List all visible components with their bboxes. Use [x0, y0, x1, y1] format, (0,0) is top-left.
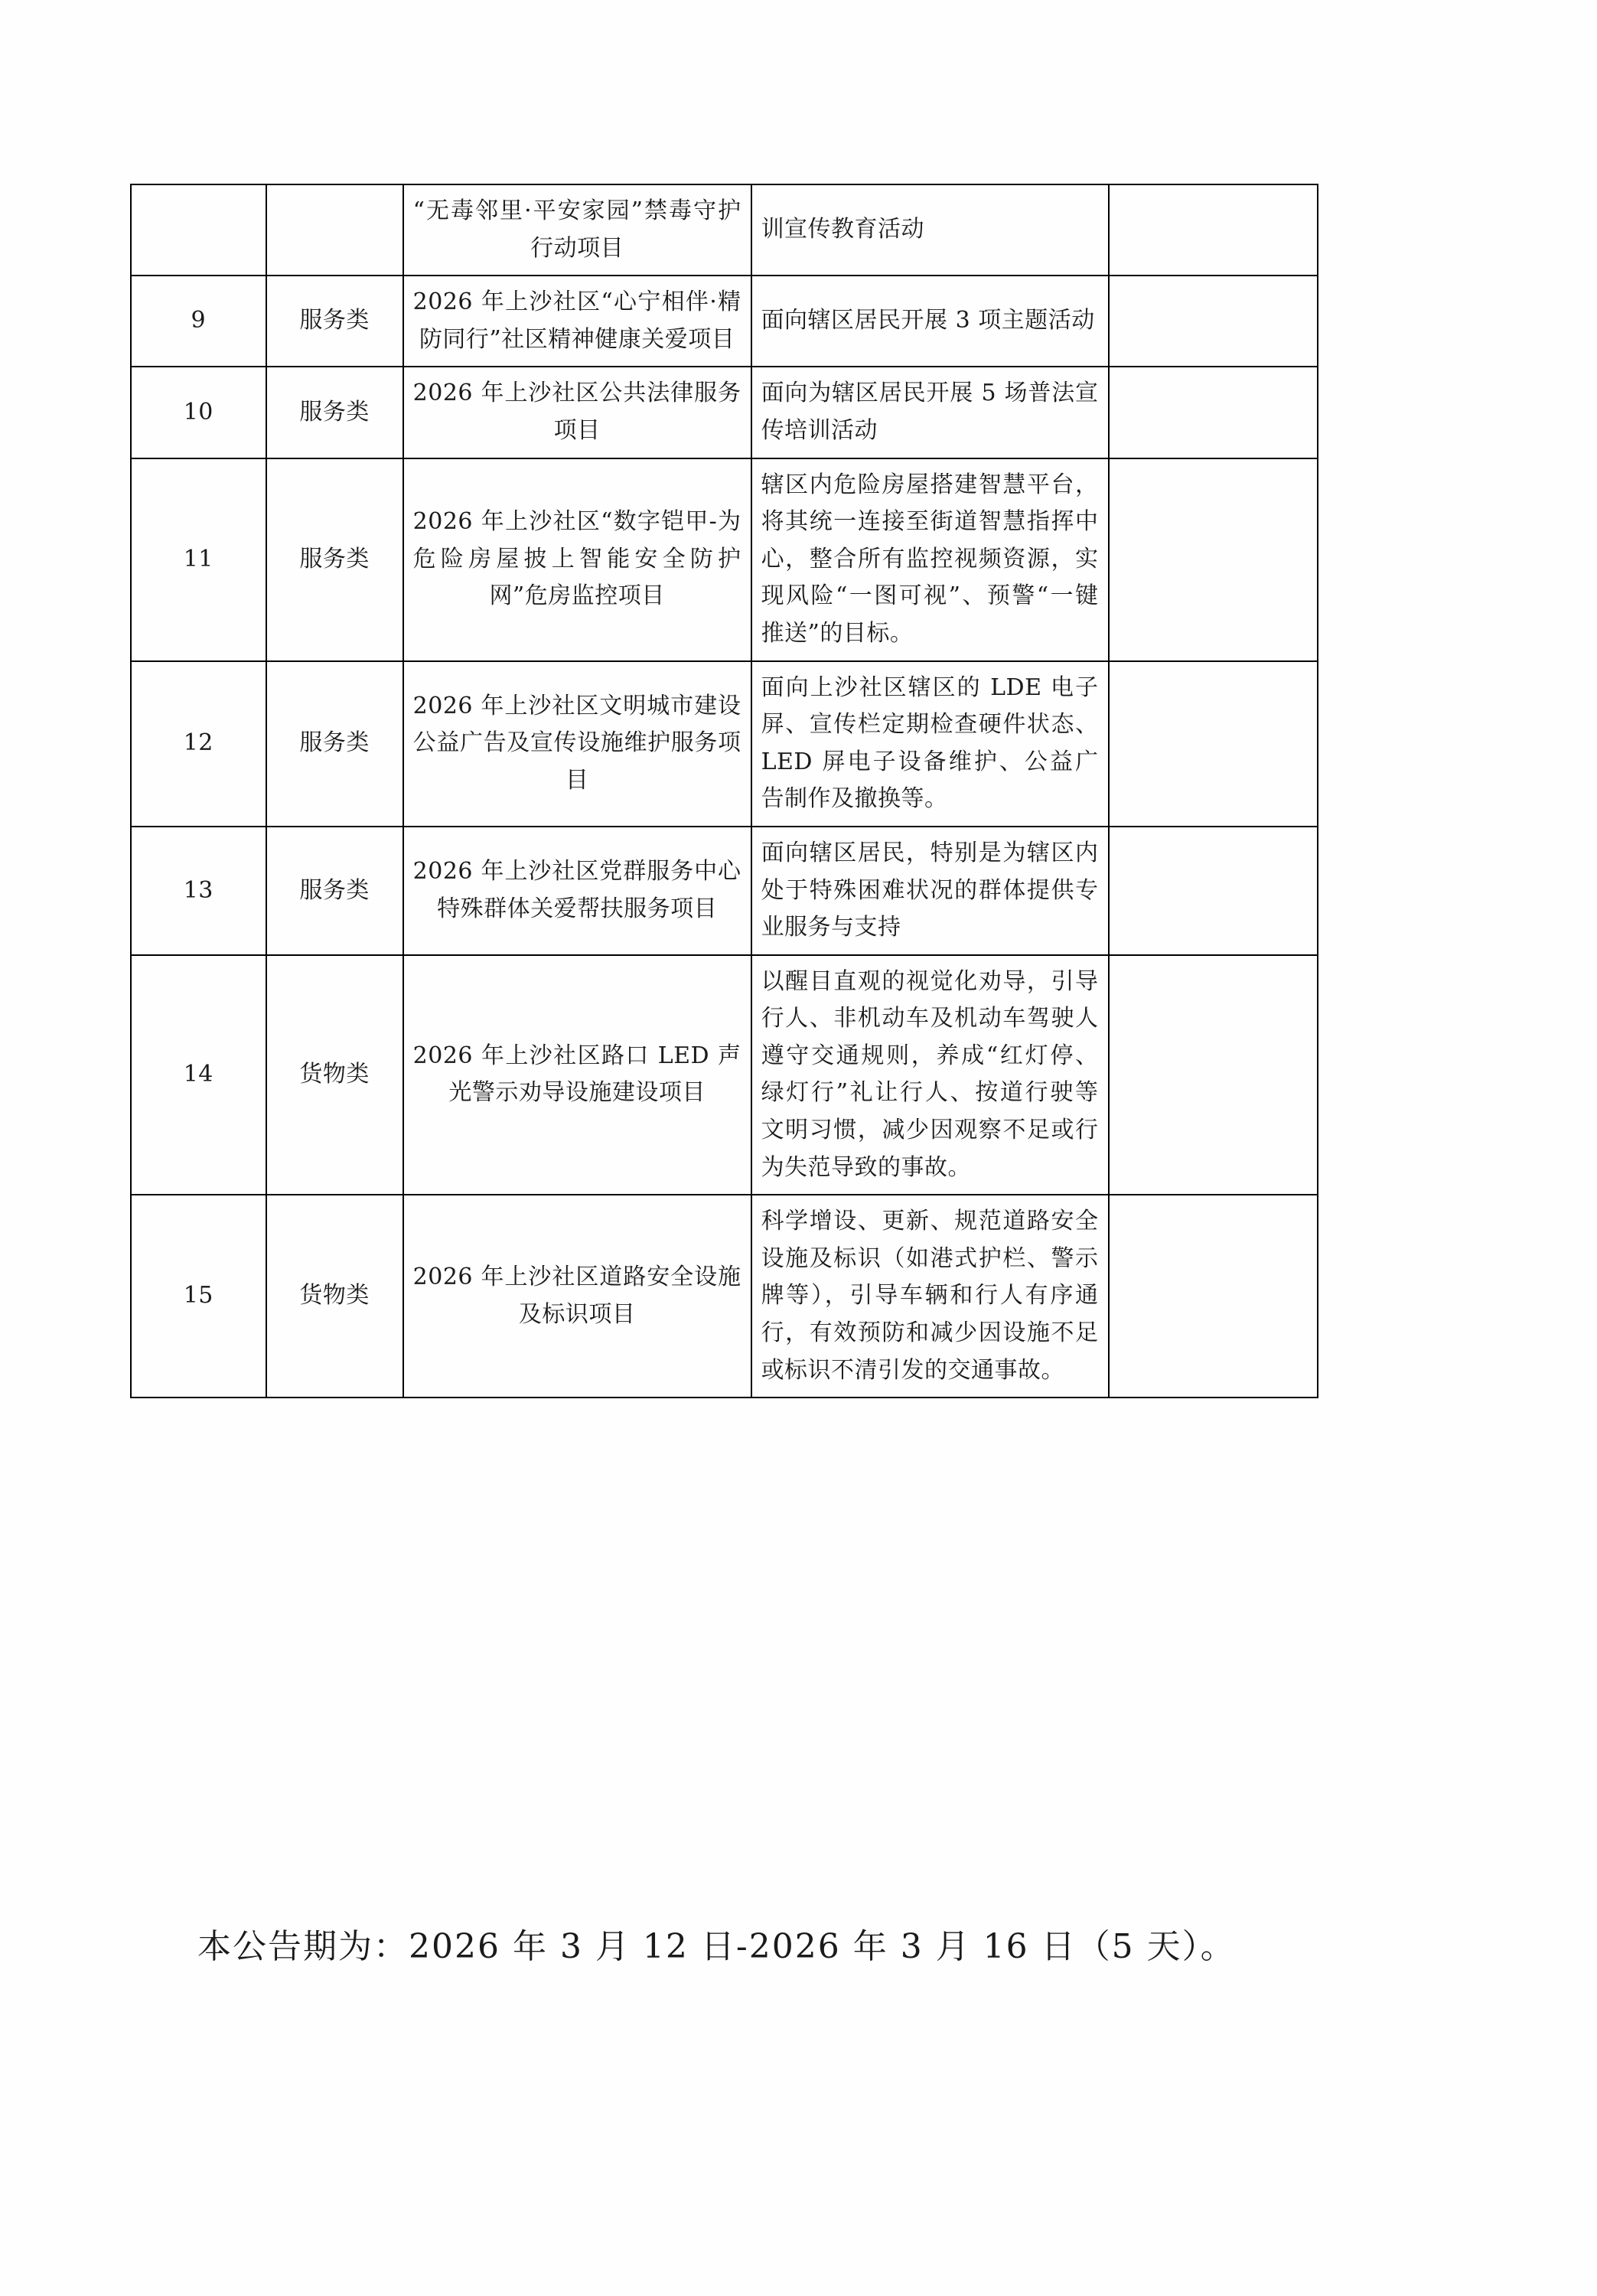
row-category-cell [266, 184, 403, 276]
row-project-name-text: 2026 年上沙社区文明城市建设公益广告及宣传设施维护服务项目 [412, 692, 741, 794]
row-extra-cell [1109, 458, 1318, 661]
announcement-period-text: 本公告期为：2026 年 3 月 12 日-2026 年 3 月 16 日（5 天）。 [197, 1927, 1236, 1966]
row-project-description-text: 面向为辖区居民开展 5 场普法宣传培训活动 [761, 380, 1099, 444]
row-extra-cell [1109, 1195, 1318, 1397]
row-category-cell [266, 955, 403, 1195]
row-project-description-cell [751, 458, 1109, 661]
row-project-description-cell [751, 367, 1109, 458]
table-row [131, 367, 1318, 458]
row-extra-cell [1109, 367, 1318, 458]
row-category-cell [266, 458, 403, 661]
row-extra-cell [1109, 184, 1318, 276]
row-project-description-cell [751, 661, 1109, 827]
row-project-description-cell [751, 1195, 1109, 1397]
row-index-text: 11 [183, 545, 213, 572]
row-category-cell [266, 661, 403, 827]
row-category-text: 服务类 [299, 545, 370, 572]
row-index-text: 14 [183, 1061, 213, 1088]
row-project-description-text: 以醒目直观的视觉化劝导，引导行人、非机动车及机动车驾驶人遵守交通规则，养成“红灯停、绿灯行”礼让行人、按道行驶等文明习惯，减少因观察不足或行为失范导致的事故。 [761, 967, 1099, 1181]
announcement-period-paragraph [130, 1917, 1477, 1976]
row-project-name-text: 2026 年上沙社区道路安全设施及标识项目 [412, 1264, 741, 1328]
row-index-cell [131, 661, 266, 827]
row-project-description-text: 面向辖区居民开展 3 项主题活动 [761, 307, 1095, 334]
row-index-cell [131, 955, 266, 1195]
table-row [131, 661, 1318, 827]
row-project-name-text: 2026 年上沙社区公共法律服务项目 [412, 380, 741, 444]
row-project-name-cell [403, 276, 751, 367]
row-project-name-cell [403, 827, 751, 955]
table-row [131, 276, 1318, 367]
row-index-cell [131, 458, 266, 661]
row-extra-cell [1109, 955, 1318, 1195]
row-index-text: 9 [191, 307, 207, 334]
row-index-cell [131, 184, 266, 276]
row-category-cell [266, 367, 403, 458]
row-extra-cell [1109, 661, 1318, 827]
row-project-name-cell [403, 184, 751, 276]
row-category-cell [266, 276, 403, 367]
row-category-text: 货物类 [299, 1282, 370, 1309]
row-project-name-cell [403, 367, 751, 458]
table-body [131, 184, 1318, 1397]
row-index-text: 13 [183, 876, 213, 904]
row-project-name-text: 2026 年上沙社区党群服务中心特殊群体关爱帮扶服务项目 [412, 858, 741, 922]
row-project-description-cell [751, 827, 1109, 955]
row-category-cell [266, 1195, 403, 1397]
row-project-description-cell [751, 276, 1109, 367]
table-row [131, 1195, 1318, 1397]
row-index-text: 15 [183, 1282, 213, 1309]
row-project-description-text: 训宣传教育活动 [761, 216, 925, 243]
table-row [131, 458, 1318, 661]
row-index-cell [131, 1195, 266, 1397]
row-index-cell [131, 367, 266, 458]
row-index-text: 10 [183, 398, 213, 426]
row-category-text: 服务类 [299, 729, 370, 757]
row-index-cell [131, 827, 266, 955]
row-category-text: 服务类 [299, 876, 370, 904]
row-project-name-text: 2026 年上沙社区“心宁相伴·精防同行”社区精神健康关爱项目 [412, 289, 741, 353]
table-row [131, 184, 1318, 276]
row-project-name-cell [403, 458, 751, 661]
row-category-text: 服务类 [299, 398, 370, 426]
row-extra-cell [1109, 827, 1318, 955]
row-project-description-text: 面向辖区居民，特别是为辖区内处于特殊困难状况的群体提供专业服务与支持 [761, 839, 1099, 941]
table-row [131, 955, 1318, 1195]
row-category-text: 货物类 [299, 1061, 370, 1088]
row-extra-cell [1109, 276, 1318, 367]
row-index-text: 12 [183, 729, 213, 757]
row-project-description-cell [751, 955, 1109, 1195]
procurement-project-table [130, 184, 1318, 1398]
row-project-name-text: 2026 年上沙社区“数字铠甲-为危险房屋披上智能安全防护网”危房监控项目 [412, 508, 741, 610]
row-index-cell [131, 276, 266, 367]
row-project-name-cell [403, 955, 751, 1195]
row-project-name-text: 2026 年上沙社区路口 LED 声光警示劝导设施建设项目 [412, 1042, 741, 1107]
row-project-name-text: “无毒邻里·平安家园”禁毒守护行动项目 [412, 197, 741, 262]
table-row [131, 827, 1318, 955]
row-project-name-cell [403, 1195, 751, 1397]
row-category-cell [266, 827, 403, 955]
row-project-description-cell [751, 184, 1109, 276]
row-project-description-text: 科学增设、更新、规范道路安全设施及标识（如港式护栏、警示牌等），引导车辆和行人有序通行，有效预防和减少因设施不足或标识不清引发的交通事故。 [761, 1208, 1099, 1384]
row-category-text: 服务类 [299, 307, 370, 334]
row-project-description-text: 面向上沙社区辖区的 LDE 电子屏、宣传栏定期检查硬件状态、LED 屏电子设备维护、公益广告制作及撤换等。 [761, 673, 1099, 813]
row-project-description-text: 辖区内危险房屋搭建智慧平台，将其统一连接至街道智慧指挥中心，整合所有监控视频资源，实现风险“一图可视”、预警“一键推送”的目标。 [761, 471, 1099, 647]
row-project-name-cell [403, 661, 751, 827]
